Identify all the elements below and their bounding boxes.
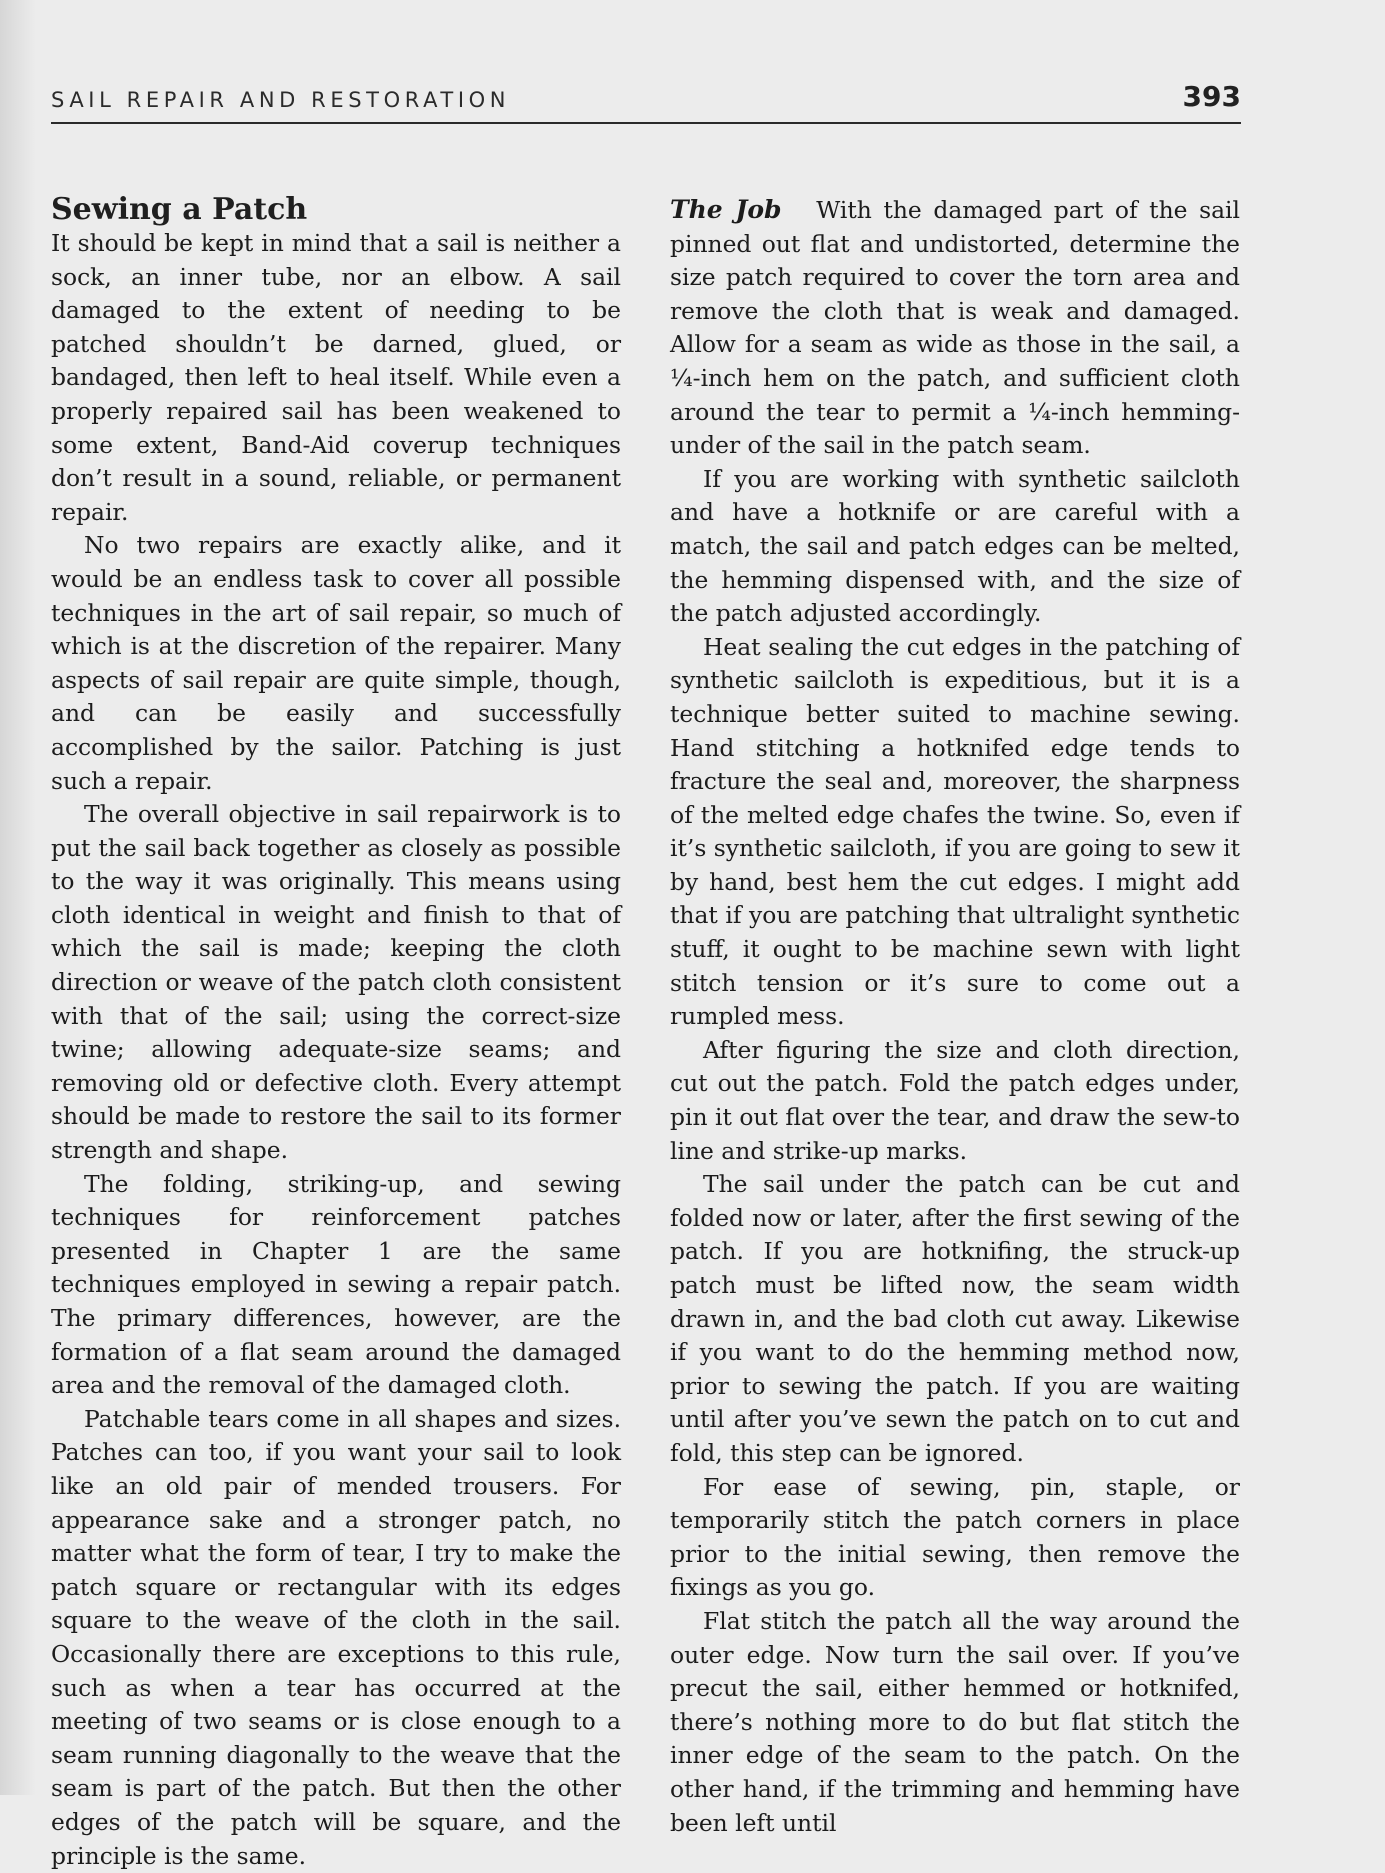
paragraph: Patchable tears come in all shapes and sizes. Patches can too, if you want your sail to look like an old pair of mended trousers. For appearance sake and a stronger patch, no matter what the form of tear, I try to make the patch square or rectangular with its edges square to the weave of the cloth in the sail. Occasionally there are exceptions to this rule, such as when a tear has occurred at the meeting of two seams or is close enough to a seam running diagonally to the weave that the seam is part of the patch. But then the other edges of the patch will be square, and the principle is the same.: [51, 1404, 621, 1870]
paragraph: The overall objective in sail repairwork is to put the sail back together as closely as possible to the way it was originally. This means using cloth identical in weight and finish to that of which the sail is made; keeping the cloth direction or weave of the patch cloth consistent with that of the sail; using the correct-size twine; allowing adequate-size seams; and removing old or defective cloth. Every attempt should be made to restore the sail to its former strength and shape.: [51, 800, 621, 1165]
paragraph: The folding, striking-up, and sewing techniques for reinforcement patches presented in Chapter 1 are the same techniques employed in sewing a repair patch. The primary differences, however, are the formation of a flat seam around the damaged area and the removal of the damaged cloth.: [51, 1169, 621, 1400]
paragraph-the-job: [670, 193, 1240, 463]
paragraph: After figuring the size and cloth direction, cut out the patch. Fold the patch edges under, pin it out flat over the tear, and draw the sew-to line and strike-up marks.: [670, 1035, 1240, 1165]
section-heading: Sewing a Patch: [51, 192, 308, 227]
paragraph: It should be kept in mind that a sail is neither a sock, an inner tube, nor an elbow. A sail damaged to the extent of needing to be patched shouldn’t be darned, glued, or bandaged, then left to heal itself. While even a properly repaired sail has been weakened to some extent, Band-Aid coverup techniques don’t result in a sound, reliable, or permanent repair.: [51, 229, 621, 526]
page-number: 393: [1182, 80, 1241, 113]
page-edge-shadow: [0, 0, 36, 1795]
running-title: SAIL REPAIR AND RESTORATION: [51, 88, 511, 112]
paragraph: Heat sealing the cut edges in the patching of synthetic sailcloth is expeditious, but it is a technique better suited to machine sewing. Hand stitching a hotknifed edge tends to fracture the seal and, moreover, the sharpness of the melted edge chafes the twine. So, even if it’s synthetic sailcloth, if you are going to sew it by hand, best hem the cut edges. I might add that if you are patching that ultralight synthetic stuff, it ought to be machine sewn with light stitch tension or it’s sure to come out a rumpled mess.: [670, 632, 1240, 1031]
right-column: [670, 193, 1240, 1840]
paragraph: For ease of sewing, pin, staple, or temporarily stitch the patch corners in place prior to the initial sewing, then remove the fixings as you go.: [670, 1472, 1240, 1602]
run-in-heading: The Job: [670, 195, 782, 224]
running-header: [51, 80, 1241, 124]
paragraph: No two repairs are exactly alike, and it would be an endless task to cover all possible techniques in the art of sail repair, so much of which is at the discretion of the repairer. Many aspects of sail repair are quite simple, though, and can be easily and successfully accomplished by the sailor. Patching is just such a repair.: [51, 531, 621, 795]
left-column: [51, 193, 621, 1873]
paragraph: Flat stitch the patch all the way around the outer edge. Now turn the sail over. If you’ve precut the sail, either hemmed or hotknifed, there’s nothing more to do but flat stitch the inner edge of the seam to the patch. On the other hand, if the trimming and hemming have been left until: [670, 1606, 1240, 1837]
paragraph: If you are working with synthetic sailcloth and have a hotknife or are careful with a match, the sail and patch edges can be melted, the hemming dispensed with, and the size of the patch adjusted accordingly.: [670, 464, 1240, 628]
paragraph-text: With the damaged part of the sail pinned out flat and undistorted, determine the size patch required to cover the torn area and remove the cloth that is weak and damaged. Allow for a seam as wide as those in the sail, a ¼-inch hem on the patch, and sufficient cloth around the tear to permit a ¼-inch hemming-under of the sail in the patch seam.: [670, 196, 1240, 460]
paragraph: The sail under the patch can be cut and folded now or later, after the first sewing of the patch. If you are hotknifing, the struck-up patch must be lifted now, the seam width drawn in, and the bad cloth cut away. Likewise if you want to do the hemming method now, prior to sewing the patch. If you are waiting until after you’ve sewn the patch on to cut and fold, this step can be ignored.: [670, 1170, 1240, 1467]
